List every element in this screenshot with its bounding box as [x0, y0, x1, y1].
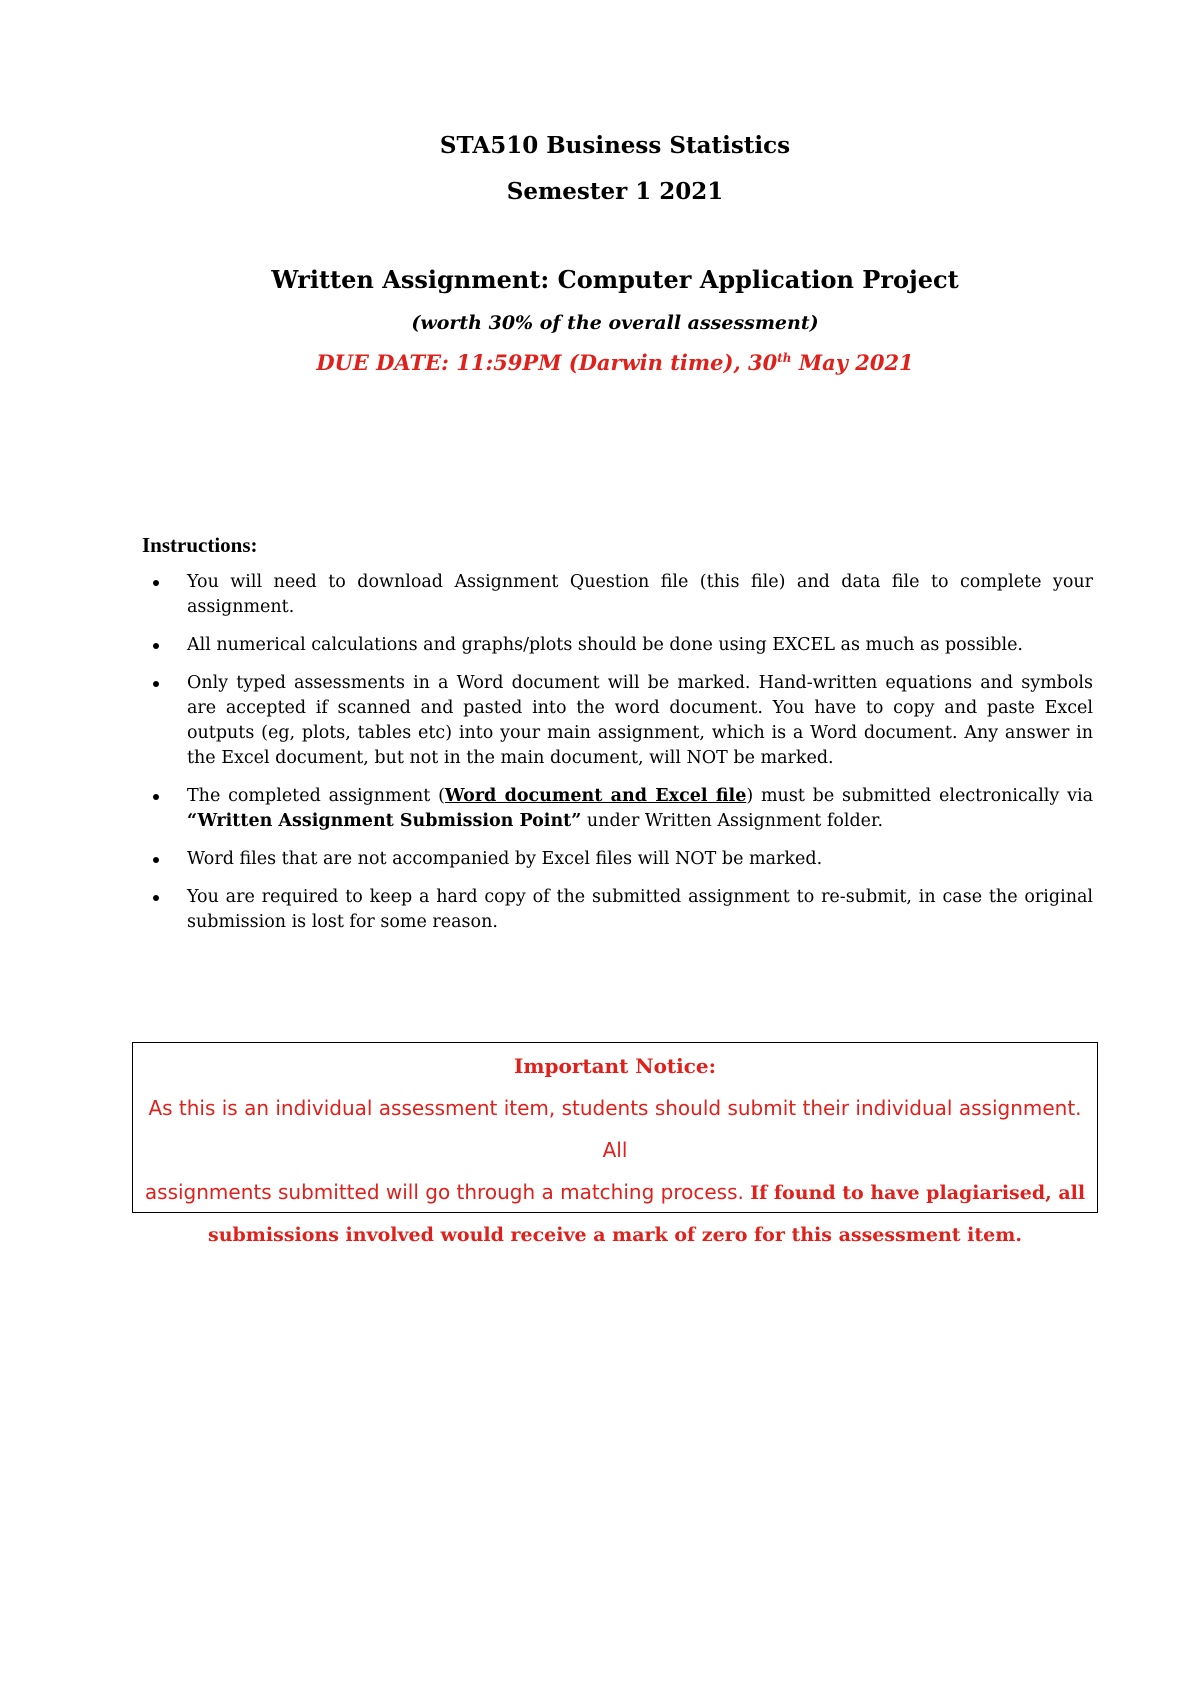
list-item: [142, 633, 1093, 658]
list-item: [142, 885, 1093, 935]
instruction-text: Only typed assessments in a Word document will be marked. Hand-written equations and symbols are accepted if scanned and pasted into the word document. You have to copy and paste Excel outputs (eg, plots, tables etc) into your main assignment, which is a Word document. Any answer in the Excel document, but not in the main document, will NOT be marked.: [187, 673, 1093, 768]
instruction-text: ) must be submitted electronically via: [746, 786, 1093, 806]
bullet-icon: [153, 580, 159, 586]
instruction-text: You will need to download Assignment Question file (this file) and data file to complete your assignment.: [187, 572, 1093, 617]
list-item: [142, 847, 1093, 872]
bullet-icon: [153, 895, 159, 901]
notice-line-2-text: assignments submitted will go through a matching process.: [144, 1180, 751, 1204]
list-item: [142, 784, 1093, 834]
assignment-title: Written Assignment: Computer Application Project: [271, 265, 959, 294]
instruction-text: All numerical calculations and graphs/plots should be done using EXCEL as much as possible.: [187, 635, 1023, 655]
due-date-sup: th: [777, 351, 792, 365]
important-notice-box: [132, 1042, 1098, 1246]
plagiarism-warning: If found to have plagiarised, all: [750, 1182, 1086, 1204]
due-date-suffix: May 2021: [791, 350, 914, 375]
bullet-icon: [153, 857, 159, 863]
due-date: [0, 350, 1200, 375]
notice-heading: Important Notice:: [513, 1054, 717, 1078]
instruction-text: under Written Assignment folder.: [581, 811, 884, 831]
instruction-text: Word files that are not accompanied by Excel files will NOT be marked.: [187, 849, 823, 869]
worth-line: (worth 30% of the overall assessment): [411, 312, 819, 334]
course-title: STA510 Business Statistics: [439, 132, 791, 159]
notice-line-1: As this is an individual assessment item, students should submit their individual assignment. All: [148, 1096, 1082, 1162]
list-item: [142, 671, 1093, 771]
due-date-main: DUE DATE: 11:59PM (Darwin time), 30: [316, 350, 778, 375]
bullet-icon: [153, 643, 159, 649]
bullet-icon: [153, 681, 159, 687]
instructions-heading: Instructions:: [142, 533, 258, 557]
submission-files: Word document and Excel file: [444, 786, 747, 806]
notice-line-3: submissions involved would receive a mark of zero for this assessment item.: [208, 1224, 1022, 1246]
semester: Semester 1 2021: [506, 178, 724, 205]
submission-point: “Written Assignment Submission Point”: [187, 811, 582, 831]
instruction-text: You are required to keep a hard copy of the submitted assignment to re-submit, in case the original submission is lost for some reason.: [187, 887, 1093, 932]
instructions-list: [142, 570, 1093, 948]
bullet-icon: [153, 794, 159, 800]
instruction-text: The completed assignment (: [187, 786, 445, 806]
notice-line-2: [133, 1171, 1097, 1214]
list-item: [142, 570, 1093, 620]
